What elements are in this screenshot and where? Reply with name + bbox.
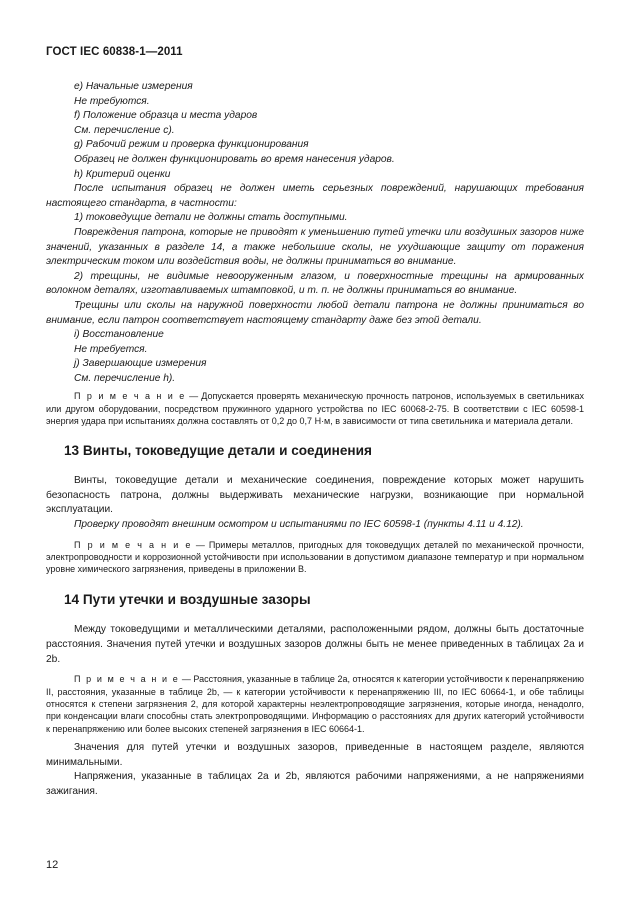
note-label: П р и м е ч а н и е [74, 674, 180, 685]
item-g-title: g) Рабочий режим и проверка функционирования [74, 139, 309, 151]
note-label: П р и м е ч а н и е [74, 539, 192, 550]
item-g-text: Образец не должен функционировать во время нанесения ударов. [74, 153, 395, 165]
item-h2-text: Трещины или сколы на наружной поверхности любой детали патрона не должны приниматься во внимание, если патрон соответствует настоящему стандарту даже без этой детали. [46, 299, 584, 326]
section-13-p1: Винты, токоведущие детали и механические соединения, повреждение которых может нарушить безопасность патрона, должны выдерживать механические нагрузки, возникающие при нормальной эксплуатации. [46, 475, 584, 516]
item-f-text: См. перечисление с). [74, 124, 175, 136]
section-14-title: 14 Пути утечки и воздушные зазоры [64, 591, 311, 607]
item-h1-text: Повреждения патрона, которые не приводят к уменьшению путей утечки или воздушных зазоров ниже значений, указанных в разделе 14, а также небольшие сколы, не ухудшающие защиту от поражения электрическим током или воздействия воды, не должны приниматься во внимание. [46, 226, 584, 268]
item-h-text: После испытания образец не должен иметь серьезных повреждений, нарушающих требования настоящего стандарта, в частности: [46, 183, 584, 209]
document-header: ГОСТ IEC 60838-1—2011 [46, 46, 183, 58]
page-content [46, 80, 584, 800]
note-label: П р и м е ч а н и е [74, 391, 186, 402]
note-12 [46, 390, 584, 427]
section-14-p2: Значения для путей утечки и воздушных зазоров, приведенные в настоящем разделе, являются минимальными. [46, 742, 584, 768]
section-14-p1: Между токоведущими и металлическими деталями, расположенными рядом, должны быть достаточные расстояния. Значения путей утечки и воздушных зазоров должны быть не менее приведенных в таблицах 2а и 2b. [46, 624, 584, 665]
item-i-title: i) Восстановление [74, 329, 164, 341]
note-text: — Примеры металлов, пригодных для токоведущих деталей по механической прочности, электропроводности и коррозионной устойчивости при использовании в допустимом диапазоне температур и при нормальном уровне химического загрязнения, приведены в приложении В. [46, 539, 585, 575]
item-i-text: Не требуется. [74, 343, 148, 355]
page-number: 12 [46, 859, 59, 871]
note-13 [46, 539, 584, 576]
item-j-title: j) Завершающие измерения [74, 358, 207, 370]
item-j-text: См. перечисление h). [74, 372, 176, 384]
item-h1: 1) токоведущие детали не должны стать доступными. [74, 212, 348, 224]
item-h2: 2) трещины, не видимые невооруженным глазом, и поверхностные трещины на армированных волокном деталях, изготавливаемых штамповкой, и т. п. не должны приниматься во внимание. [46, 270, 584, 297]
item-e-text: Не требуются. [74, 95, 150, 107]
section-14-p3: Напряжения, указанные в таблицах 2а и 2b, являются рабочими напряжениями, а не напряжениями зажигания. [46, 771, 584, 798]
note-text: — Расстояния, указанные в таблице 2а, относятся к категории устойчивости к перенапряжению II, расстояния, указанные в таблице 2b, — к категории устойчивости к перенапряжению III, по IEC 60664-1, и обе таблицы относятся к степени загрязнения 2, для которой характерны неэлектропроводящие загрязнения, которые иногда, ненадолго, при конденсации влаги способны стать электропроводящими. Информацию о расстояниях для других категорий устойчивости к перенапряжению или более высоких степеней загрязнения в IEC 60664-1. [46, 674, 584, 734]
item-f-title: f) Положение образца и места ударов [74, 110, 258, 122]
note-14 [46, 673, 584, 735]
section-13-title: 13 Винты, токоведущие детали и соединения [64, 442, 372, 458]
section-13-p2: Проверку проводят внешним осмотром и испытаниями по IEC 60598-1 (пункты 4.11 и 4.12). [74, 519, 524, 531]
note-text: — Допускается проверять механическую прочность патронов, используемых в светильниках или другом оборудовании, посредством пружинного ударного устройства по IEC 60068-2-75. В соответствии с IEC 60598-1 энергия удара при испытаниях должна составлять от 0,2 до 0,7 Н·м, в зависимости от типа светильника и материала детали. [46, 391, 585, 427]
item-e-title: е) Начальные измерения [74, 81, 193, 92]
item-h-title: h) Критерий оценки [74, 168, 171, 180]
